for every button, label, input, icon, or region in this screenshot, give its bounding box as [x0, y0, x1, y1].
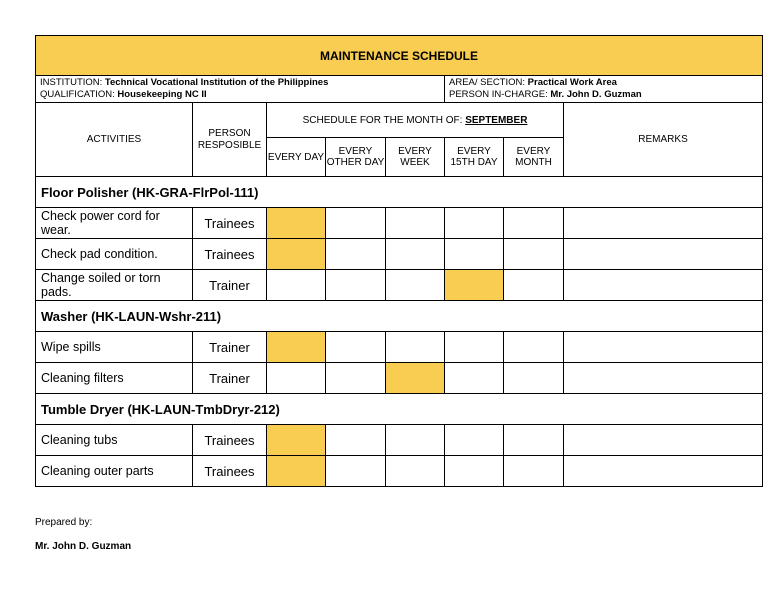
schedule-cell: [386, 332, 445, 363]
schedule-cell-marked: [267, 456, 326, 487]
schedule-cell: [504, 363, 564, 394]
schedule-cell: [504, 332, 564, 363]
schedule-cell-marked: [267, 425, 326, 456]
schedule-month: SEPTEMBER: [465, 114, 528, 126]
person-value: Mr. John D. Guzman: [550, 89, 642, 100]
freq-every-week: EVERY WEEK: [386, 138, 445, 177]
activity-name: Cleaning outer parts: [36, 456, 193, 487]
schedule-cell: [445, 332, 504, 363]
activity-row: [36, 332, 763, 363]
remarks-cell: [564, 208, 763, 239]
schedule-cell-marked: [267, 208, 326, 239]
freq-every-month: EVERY MONTH: [504, 138, 564, 177]
person-responsible: Trainer: [193, 270, 267, 301]
freq-every-day: EVERY DAY: [267, 138, 326, 177]
schedule-prefix: SCHEDULE FOR THE MONTH OF:: [302, 114, 463, 126]
activity-name: Check pad condition.: [36, 239, 193, 270]
prepared-by-label: Prepared by:: [35, 517, 93, 528]
schedule-title: MAINTENANCE SCHEDULE: [36, 36, 763, 76]
schedule-cell-marked: [267, 332, 326, 363]
activity-row: [36, 425, 763, 456]
schedule-cell: [326, 425, 386, 456]
area-info: [445, 76, 763, 103]
person-header: PERSON RESPOSIBLE: [193, 103, 267, 177]
schedule-cell: [326, 363, 386, 394]
institution-value: Technical Vocational Institution of the Philippines: [104, 77, 329, 88]
schedule-cell-marked: [386, 363, 445, 394]
qualification-value: Housekeeping NC II: [117, 89, 207, 100]
activities-header: ACTIVITIES: [36, 103, 193, 177]
schedule-cell: [504, 456, 564, 487]
remarks-cell: [564, 239, 763, 270]
person-responsible: Trainer: [193, 363, 267, 394]
schedule-cell: [445, 208, 504, 239]
schedule-cell: [386, 456, 445, 487]
remarks-cell: [564, 270, 763, 301]
institution-label: INSTITUTION:: [40, 77, 103, 88]
schedule-cell: [326, 456, 386, 487]
activity-row: [36, 239, 763, 270]
schedule-cell: [445, 239, 504, 270]
schedule-cell: [445, 425, 504, 456]
person-responsible: Trainees: [193, 208, 267, 239]
person-responsible: Trainer: [193, 332, 267, 363]
institution-info: [36, 76, 445, 103]
activity-name: Cleaning tubs: [36, 425, 193, 456]
section-title: Floor Polisher (HK-GRA-FlrPol-111): [36, 177, 763, 208]
activity-name: Change soiled or torn pads.: [36, 270, 193, 301]
section-title: Tumble Dryer (HK-LAUN-TmbDryr-212): [36, 394, 763, 425]
person-responsible: Trainees: [193, 239, 267, 270]
freq-every-15th-day: EVERY 15TH DAY: [445, 138, 504, 177]
schedule-cell: [386, 270, 445, 301]
schedule-cell: [504, 239, 564, 270]
person-responsible: Trainees: [193, 456, 267, 487]
schedule-cell: [267, 270, 326, 301]
remarks-cell: [564, 363, 763, 394]
activity-name: Wipe spills: [36, 332, 193, 363]
activity-name: Check power cord for wear.: [36, 208, 193, 239]
schedule-cell: [386, 425, 445, 456]
schedule-cell-marked: [445, 270, 504, 301]
activity-row: [36, 208, 763, 239]
schedule-cell: [267, 363, 326, 394]
schedule-month-header: [267, 103, 564, 138]
area-label: AREA/ SECTION:: [449, 77, 526, 88]
schedule-cell: [445, 456, 504, 487]
schedule-cell: [504, 208, 564, 239]
schedule-cell: [386, 208, 445, 239]
schedule-cell: [326, 332, 386, 363]
schedule-cell: [504, 270, 564, 301]
schedule-cell: [386, 239, 445, 270]
remarks-cell: [564, 332, 763, 363]
activity-name: Cleaning filters: [36, 363, 193, 394]
remarks-cell: [564, 425, 763, 456]
activity-row: [36, 363, 763, 394]
remarks-header: REMARKS: [564, 103, 763, 177]
section-row: [36, 177, 763, 208]
schedule-cell: [326, 208, 386, 239]
area-value: Practical Work Area: [527, 77, 617, 88]
person-responsible: Trainees: [193, 425, 267, 456]
person-label: PERSON IN-CHARGE:: [449, 89, 548, 100]
section-row: [36, 394, 763, 425]
prepared-by-name: Mr. John D. Guzman: [35, 541, 132, 552]
schedule-cell-marked: [267, 239, 326, 270]
schedule-cell: [326, 239, 386, 270]
freq-every-other-day: EVERY OTHER DAY: [326, 138, 386, 177]
maintenance-schedule-table: [35, 35, 763, 487]
activity-row: [36, 456, 763, 487]
remarks-cell: [564, 456, 763, 487]
schedule-cell: [326, 270, 386, 301]
section-row: [36, 301, 763, 332]
qualification-label: QUALIFICATION:: [40, 89, 115, 100]
section-title: Washer (HK-LAUN-Wshr-211): [36, 301, 763, 332]
schedule-cell: [504, 425, 564, 456]
schedule-cell: [445, 363, 504, 394]
activity-row: [36, 270, 763, 301]
